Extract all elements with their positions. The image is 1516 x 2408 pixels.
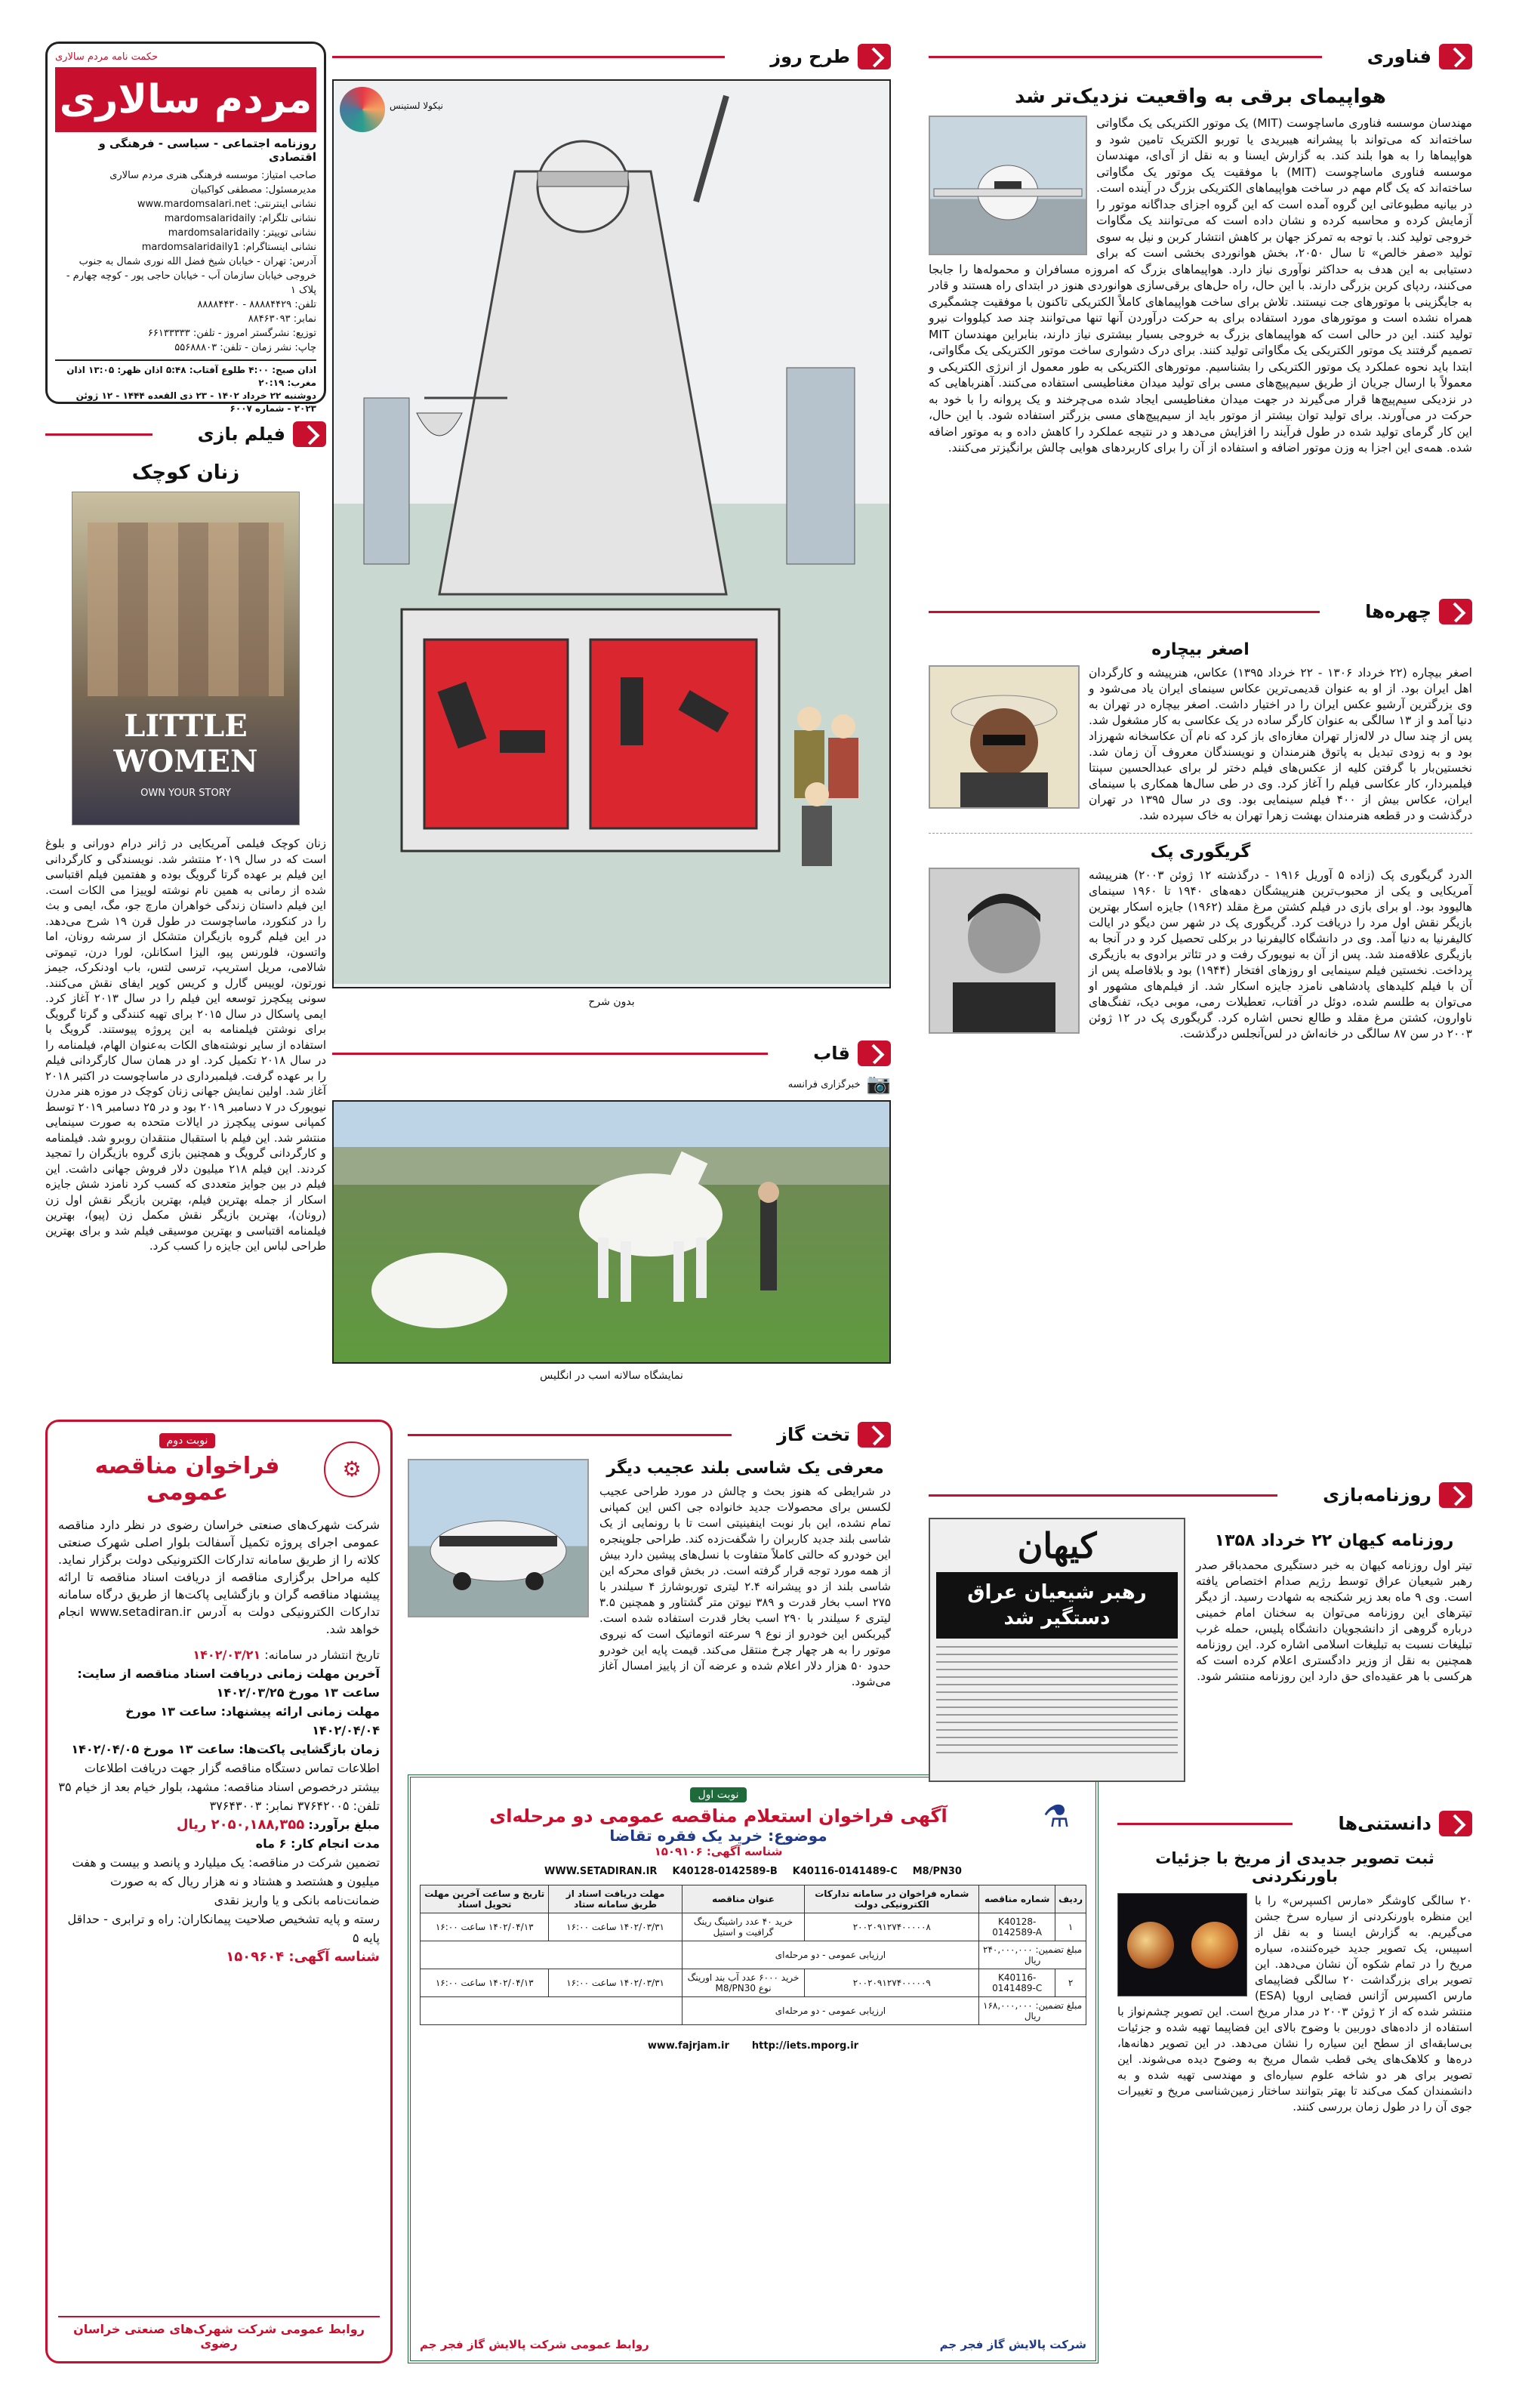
table-cell: ۱۴۰۲/۰۴/۱۳ ساعت ۱۶:۰۰	[421, 1913, 549, 1941]
clipping-headline: رهبر شیعیان عراق دستگیر شد	[936, 1572, 1178, 1639]
gas-site-fajrjam[interactable]: www.fajrjam.ir	[647, 2040, 729, 2052]
gas-tender-subtitle: موضوع: خرید یک فقره تقاضا	[609, 1827, 827, 1845]
tender-date1: ۱۴۰۲/۰۳/۲۱	[193, 1648, 261, 1662]
tender-date3: مهلت زمانی ارائه پیشنهاد: ساعت ۱۳ مورخ ۱۴۰۲/۰۴/۰۴	[125, 1704, 380, 1737]
face2-body: الدرد گریگوری پک (زاده ۵ آوریل ۱۹۱۶ - درگذشته ۱۲ ژوئن ۲۰۰۳) هنرپیشه آمریکایی و یکی از محبوب‌ترین هنرپیشگان دهه‌های ۱۹۴۰ تا ۱۹۶۰ سینمای هالیوود بود. او برای بازی در فیلم کشتن مرغ مقلد (۱۹۶۲) جایزه اسکار بهترین بازیگر نقش اول مرد را دریافت کرد. گریگوری پک در شهر سن دیگو در ایالت کالیفرنیا به دنیا آمد. وی در دانشگاه کالیفرنیا در برکلی تحصیل کرد و در آنجا به بازیگری علاقه‌مند شد. پس از آن به نیویورک رفت و در تئاتر برادوی به بازیگری پرداخت. نخستین فیلم سینمایی او روزهای افتخار (۱۹۴۴) بود و بلافاصله پس از آن با فیلم کلیدهای پادشاهی نامزد جایزه اسکار شد. از فیلم‌های مشهور او می‌توان به طلسم شده، دوئل در آفتاب، تعطیلات رمی، موبی دیک، تفنگ‌های ناوارون، کشتن مرغ مقلد و طالع نحس اشاره کرد. گریگوری پک در ۱۲ ژوئن ۲۰۰۳ در سن ۸۷ سالگی در خانه‌اش در لس‌آنجلس درگذشت.	[1089, 868, 1473, 1041]
section-divider	[45, 433, 153, 436]
takhtegaz-section-header	[408, 1420, 891, 1450]
table-row	[421, 1997, 1086, 2025]
poster-figures	[88, 523, 284, 696]
faces-section-header	[929, 597, 1472, 627]
tender-registry: رسته و پایه تشخیص صلاحیت پیمانکاران: راه و ترابری - حداقل پایه ۵	[67, 1912, 380, 1945]
masthead-tagline: روزنامه اجتماعی - سیاسی - فرهنگی و اقتصادی	[98, 137, 316, 164]
tech-section-header	[929, 42, 1472, 72]
gas-k2: K40116-0141489-C	[792, 1866, 898, 1877]
photo-section-header	[332, 1038, 891, 1068]
section-divider	[1117, 1823, 1293, 1825]
section-arrow-icon	[858, 44, 891, 69]
newspaper-section-header	[929, 1480, 1472, 1510]
photo-agency: خبرگزاری فرانسه	[787, 1078, 861, 1090]
takhtegaz-section-title: تخت گاز	[732, 1424, 858, 1445]
newspaper-body: تیتر اول روزنامه کیهان به خبر دستگیری محمدباقر صدر رهبر شیعیان عراق توسط رژیم صدام اختصاص یافته است. وی ۹ ماه بعد زیر شکنجه به شهادت رسید. از دیگر تیترهای این روزنامه می‌توان به سخنان امام خمینی درباره گروهی از دانشجویان دانشگاه پلیس، حمله غرب تبلیغات نسبت به تبلیغات اسلامی اشاره کرد. این روزنامه همچنین به نقل از وزیر دادگستری اعلام کرده است که هرکسی با هر عقیده‌ای حق دارد این روزنامه منتشر شود.	[1196, 1559, 1472, 1683]
table-cell: ۲۰۰۲۰۹۱۲۷۴۰۰۰۰۰۹	[805, 1969, 979, 1997]
factory-icon: ⚙	[324, 1441, 380, 1497]
tender-amount-label: مبلغ برآورد:	[308, 1818, 380, 1832]
section-arrow-icon	[1439, 1482, 1472, 1508]
gas-m8: M8/PN30	[912, 1866, 962, 1877]
newspaper-title: روزنامه کیهان ۲۲ خرداد ۱۳۵۸	[1214, 1531, 1454, 1550]
table-cell: ۱۴۰۲/۰۳/۳۱ ساعت ۱۶:۰۰	[549, 1969, 682, 1997]
face1-body: اصغر بیچاره (۲۲ خرداد ۱۳۰۶ - ۲۲ خرداد ۱۳۹۵) عکاس، هنرپیشه و کارگردان اهل ایران بود. از او به عنوان قدیمی‌ترین عکاس سینمای ایران یاد می‌شود و وی بزرگترین آرشیو عکس ایران را در اختیار داشت. اصغر بیچاره در تهران به دنیا آمد و از ۱۳ سالگی به عنوان کارگر ساده در یک عکاسی به کار مشغول شد. پس از چند سال در لاله‌زار تهران مغازه‌ای باز کرد که نام آن عکاسخانه شهرزاد بود و به زودی تبدیل به پاتوق هنرمندان و نویسندگان معروف آن زمان شد. نخستین‌بار با گرفتن کلیه از عکس‌های فیلم دختر لر برای عبدالحسین سپنتا فیلمبردار، کار عکاسی فیلم را آغاز کرد. وی در طی سال‌ها همکاری با سینمای ایران، عکاس بیش از ۴۰۰ فیلم سینمایی بود. وی در سال ۱۳۹۵ در تهران درگذشت و در قطعه هنرمندان بهشت زهرا تهران به خاک سپرده شد.	[1089, 666, 1472, 822]
face2-title: گریگوری پک	[1150, 843, 1251, 862]
table-cell: ارزیابی عمومی - دو مرحله‌ای	[682, 1997, 978, 2025]
clipping-text-lines	[936, 1646, 1178, 1759]
gas-site-setad[interactable]: WWW.SETADIRAN.IR	[544, 1866, 658, 1877]
table-cell: ۲	[1055, 1969, 1086, 1997]
tech-section-title: فناوری	[1322, 46, 1439, 67]
film-section	[45, 419, 326, 1393]
masthead-distribution: توزیع: نشرگستر امروز - تلفن: ۶۶۱۳۳۳۳۳	[147, 328, 316, 339]
table-cell: ۱۴۰۲/۰۳/۳۱ ساعت ۱۶:۰۰	[549, 1913, 682, 1941]
masthead-director: مدیرمسئول: مصطفی کواکبیان	[190, 184, 316, 196]
tender-title: فراخوان مناقصه عمومی	[94, 1453, 280, 1506]
masthead-print: چاپ: نشر زمان - تلفن: ۵۵۶۸۸۸۰۳	[174, 342, 316, 353]
table-cell: K40128-0142589-A	[979, 1913, 1055, 1941]
tender-intro: شرکت شهرک‌های صنعتی خراسان رضوی در نظر دارد مناقصه عمومی اجرای پروژه تکمیل آسفالت بلوار اصلی شهرک صنعتی کلاته را از طریق سامانه تدارکات الکترونیکی دولت برگزار نماید. کلیه مراحل برگزاری مناقصه از دریافت اسناد مناقصه تا ارائه پیشنهاد مناقصه گران و بازگشایی پاکت‌ها از طریق درگاه سامانه تدارکات الکترونیکی دولت به آدرس www.setadiran.ir انجام خواهد شد.	[58, 1518, 381, 1636]
section-divider	[929, 56, 1322, 58]
face1-portrait	[929, 665, 1080, 809]
table-header: عنوان مناقصه	[682, 1885, 805, 1913]
table-cell: ارزیابی عمومی - دو مرحله‌ای	[682, 1941, 978, 1969]
horse-drawing	[334, 1102, 889, 1359]
film-body: زنان کوچک فیلمی آمریکایی در ژانر درام دورانی و بلوغ است که در سال ۲۰۱۹ منتشر شد. نویسندگی و کارگردانی این فیلم بر عهده گرتا گرویگ بوده و هفتمین فیلم اقتباسی شده از رمانی به همین نام نوشته لوییزا می الکات است. این فیلم داستان زندگی خواهران مارچ جو، مگ، ایمی و بث را در کنکورد، ماساچوست در طول قرن ۱۹ شرح می‌دهد. در این فیلم گروه بازیگران متشکل از سرشه رونان، اما واتسون، فلورنس پیو، الیزا اسکانلن، لورا درن، تیموتی شالامی، مریل استریپ، ترسی لتس، باب اودنکرک، جیمز نورتون، لوییس گارل و کریس کوپر ایفای نقش می‌کنند. سونی پیکچرز توسعه این فیلم را در سال ۲۰۱۳ آغاز کرد. ایمی پاسکال در سال ۲۰۱۵ برای تهیه کنندگی و گرتا گرویگ برای نوشتن فیلمنامه به این پروژه پیوستند. گرویگ با استفاده از سایر نوشته‌های الکات به‌عنوان الهام، فیلمنامه را در سال ۲۰۱۸ تکمیل کرد. او در همان سال کارگردانی فیلم را بر عهده گرفت. فیلمبرداری در ماساچوست در اکتبر ۲۰۱۸ آغاز شد. اولین نمایش جهانی زنان کوچک در موزه هنر مدرن نیویورک در ۷ دسامبر ۲۰۱۹ بود و در ۲۵ دسامبر ۲۰۱۹ توسط کمپانی سونی پیکچرز در ایالات متحده به صورت سینمایی منتشر شد. این فیلم با استقبال منتقدان روبرو شد. فیلمنامه و کارگردانی گرویگ و همچنین بازی گروه بازیگران را تمجید کردند. این فیلم ۲۱۸ میلیون دلار فروش جهانی داشت. این فیلم در بین جوایز متعددی که کسب کرد نامزد شش جایزه اسکار از جمله بهترین فیلم، بهترین بازیگر نقش اول زن (رونان)، بهترین بازیگر نقش مکمل زن (پیو)، بهترین فیلمنامه اقتباسی و بهترین موسیقی فیلم شد و برای بهترین طراحی لباس این جایزه را کسب کرد.	[45, 837, 327, 1253]
table-header: تاریخ و ساعت آخرین مهلت تحویل اسناد	[421, 1885, 549, 1913]
masthead-address: آدرس: تهران - خیابان شیخ فضل الله نوری شمال به جنوب خروجی خیابان سازمان آب - خیابان حاجی پور - کوچه چهارم - پلاک ۱	[66, 256, 316, 296]
section-arrow-icon	[293, 421, 326, 447]
cartoon-section-header	[332, 42, 891, 72]
photo-section	[332, 1038, 891, 1393]
section-divider	[332, 56, 725, 58]
aircraft-drawing	[930, 117, 1086, 254]
mars-planet-1	[1191, 1922, 1238, 1969]
portrait-drawing	[930, 667, 1078, 807]
takhtegaz-body: در شرایطی که هنوز بحث و چالش در مورد طراحی عجیب لکسس برای محصولات جدید خانواده جی اکس این کمپانی تمام نشده، این بار نوبت اینفینیتی است تا با رونمایی از یک شاسی بلند جدید کاربران را شگفت‌زده کند. طراحی جلوپنجره این خودرو که حالتی کاملاً متفاوت با نسل‌های پیشین دارد بیش از همه مورد توجه قرار گرفته است. در بخش قوای محرکه این شاسی بلند از دو پیشرانه ۲.۴ لیتری توربوشارژ ۴ سیلندر با ۲۷۵ اسب بخار قدرت و ۳۸۹ نیوتن متر گشتاور و همچنین ۳.۵ لیتری ۶ سیلندر با ۲۹۰ اسب بخار قدرت استفاده شده است. گیربکس این خودرو از نوع ۹ سرعته اتوماتیک است که نیروی موتور را به هر چهار چرخ منتقل می‌کند. قیمت پایه این خودرو حدود ۵۰ هزار دلار اعلام شده و عرضه آن از پاییز امسال آغاز می‌شود.	[599, 1485, 891, 1688]
tender-duration: مدت انجام کار: ۶ ماه	[255, 1836, 380, 1851]
masthead-prayer-times: اذان صبح: ۴:۰۰ طلوع آفتاب: ۵:۴۸ اذان ظهر: ۱۳:۰۵ اذان مغرب: ۲۰:۱۹	[66, 365, 316, 388]
gas-tender-table	[420, 1885, 1086, 2025]
takhtegaz-section	[408, 1420, 891, 1767]
masthead-website-2[interactable]: نشانی تلگرام: mardomsalaridaily	[164, 213, 316, 224]
section-arrow-icon	[1439, 1811, 1472, 1836]
newspaper-clipping	[929, 1518, 1185, 1782]
cartoon-section-title: طرح روز	[725, 46, 858, 67]
section-arrow-icon	[858, 1041, 891, 1066]
justice-statue-drawing	[334, 81, 889, 984]
section-divider	[929, 1494, 1277, 1497]
table-header: شماره فراخوان در سامانه تدارکات الکترونیکی دولت	[805, 1885, 979, 1913]
film-section-header	[45, 419, 326, 449]
table-header: شماره مناقصه	[979, 1885, 1055, 1913]
tender-guarantee: تضمین شرکت در مناقصه: یک میلیارد و پانصد و بیست و هفت میلیون و هشتصد و هشتاد و نه هزار ریال که به صورت ضمانت‌نامه بانکی و یا واریز نقدی	[72, 1855, 380, 1907]
mars-planet-2	[1127, 1922, 1174, 1969]
faces-section-title: چهره‌ها	[1320, 601, 1439, 622]
table-cell: مبلغ تضمین: ۱۶۸,۰۰۰,۰۰۰ ریال	[979, 1997, 1086, 2025]
gas-tender-code: شناسه آگهی: ۱۵۰۹۱۰۶	[654, 1845, 783, 1858]
takhtegaz-title: معرفی یک شاسی بلند عجیب دیگر	[606, 1459, 884, 1478]
masthead-website-1[interactable]: نشانی اینترنتی: www.mardomsalari.net	[137, 199, 316, 210]
camera-icon: 📷	[866, 1073, 891, 1096]
tender-contact: اطلاعات تماس دستگاه مناقصه گزار جهت دریافت اطلاعات بیشتر درخصوص اسناد مناقصه: مشهد، بلوار خیام بعد از خیام ۳۵ تلفن: ۳۷۶۴۲۰۰۵ نمابر: ۳۷۶۴۳۰۰۳	[58, 1761, 380, 1813]
section-arrow-icon	[1439, 599, 1472, 624]
table-cell: K40116-0141489-C	[979, 1969, 1055, 1997]
table-cell: ۱	[1055, 1913, 1086, 1941]
clipping-name: کیهان	[1017, 1525, 1097, 1566]
gas-k1: K40128-0142589-B	[672, 1866, 778, 1877]
cartoon-artist: نیکولا لستینس	[390, 100, 443, 111]
film-title: زنان کوچک	[131, 461, 240, 484]
tender-date2: آخرین مهلت زمانی دریافت اسناد مناقصه از سایت: ساعت ۱۳ مورخ ۱۴۰۲/۰۳/۲۵	[77, 1666, 380, 1700]
table-row	[421, 1969, 1086, 1997]
vehicle-drawing	[409, 1460, 587, 1616]
tender-date1-label: تاریخ انتشار در سامانه:	[264, 1648, 380, 1662]
section-divider	[929, 611, 1320, 613]
suv-photo	[408, 1459, 589, 1617]
science-body: ۲۰ سالگی کاوشگر «مارس اکسپرس» را با این منظره باورنکردنی از سیاره سرخ جشن می‌گیریم. به گزارش ایسنا و به نقل از اسپیس، یک تصویر جدید خیره‌کننده، سیاره مریخ را در تمام شکوه آن نشان می‌دهد. این تصویر برای بزرگداشت ۲۰ سالگی فضاپیمای مارس اکسپرس آژانس فضایی اروپا (ESA) منتشر شده که از ۲ ژوئن ۲۰۰۳ در مدار مریخ است. این تصویر چشم‌نواز با استفاده از داده‌های دوربین با وضوح بالای این فضاپیما تهیه شده و جزئیات بی‌سابقه‌ای از سطح این سیاره را نشان می‌دهد. در این تصویر دهانه‌ها، دره‌ها و کلاهک‌های یخی قطب شمال مریخ به وضوح دیده می‌شوند. این تصویر برای هر دو شاخه علوم سیاره‌ای و مهندسی تهیه شده و به دانشمندان کمک می‌کند تا بهتر بتوانند ساختار زمین‌شناسی مریخ و تغییرات جوی آن را در طول زمان بررسی کنند.	[1117, 1894, 1473, 2114]
gas-tender-badge: نوبت اول	[690, 1787, 746, 1802]
oil-company-logo-icon: ⚗	[1043, 1799, 1070, 1834]
masthead-date: دوشنبه ۲۲ خرداد ۱۴۰۲ - ۲۳ ذی القعده ۱۴۴۴ - ۱۲ ژوئن ۲۰۲۳ - شماره ۶۰۰۷	[75, 390, 316, 414]
faces-section	[929, 597, 1472, 1450]
science-title: ثبت تصویر جدیدی از مریخ با جزئیات باورنکردنی	[1155, 1849, 1434, 1885]
section-arrow-icon	[1439, 44, 1472, 69]
table-header: مهلت دریافت اسناد از طریق سامانه ستاد	[549, 1885, 682, 1913]
tech-body: مهندسان موسسه فناوری ماساچوست (MIT) یک موتور الکتریکی یک مگاواتی ساخته‌اند که می‌تواند با پیشرانه هیبریدی یا توربو الکتریک تامین شود و هواپیماها را به هوا بلند کند. به گزارش ایسنا و به نقل از آی‌ای، مهندسان موسسه فناوری ماساچوست (MIT) با موفقیت یک موتور یک مگاواتی ساخته‌اند که یک گام مهم در ساخت هواپیماهای الکتریکی بزرگ در آینده است. در بیانیه مطبوعاتی این گروه آمده است که این گروه اجزای جداگانه موتور را آزمایش کرده و محاسبه کرده و نشان داده است که می‌توانند یک مگاوات خروجی تولید کند. با توجه به تمرکز جهان بر کاهش انتشار کربن و نیل به سوی تولید «صفر خالص» تا سال ۲۰۵۰، بخش هوانوردی بخشی است که برای دستیابی به این هدف به حداکثر نوآوری نیاز دارد. هواپیماهای بزرگ که امروزه مسافران و محموله‌ها را جابجا می‌کنند، ردپای کربن بزرگی دارند. با این حال، راه حل‌های برقی‌سازی هوانوردی هنوز در ابتدای راه هستند و قادر به جایگزینی با موتورهای جت نیستند. تلاش برای ساخت هواپیماهای کاملاً الکتریکی تاکنون با موفقیت چشمگیری همراه نشده است و موتورهای مورد استفاده برای به حرکت درآوردن آنها تنها می‌توانند چند صد کیلووات نیرو تولید کنند. این در حالی است که هواپیماهای بزرگ به خروجی بسیار بیشتری نیاز دارند، بنابراین مهندسان MIT تصمیم گرفتند یک موتور الکتریکی یک مگاواتی تولید کنند. برای درک دشواری ساخت موتور الکتریکی یک مگاواتی، ابتدا باید نحوه عملکرد یک موتور الکتریکی را بشناسیم. موتورهای الکتریکی به طور معمول از انرژی الکتریکی و معمولاً با ارسال جریان از طریق سیم‌پیچ‌های مسی برای تولید میدان مغناطیسی استفاده می‌کنند. آهنرباهایی که در نزدیکی سیم‌پیچ‌ها قرار می‌گیرند در جهت میدان مغناطیسی ایجاد شده می‌چرخند و یک پروانه را با خود به حرکت در می‌آورند. برای تولید توان بیشتر از موتور باید از سیم‌پیچ‌های مسی بزرگتر استفاده شود. با این حال، این کار گرمای تولید شده در طول فرآیند را افزایش می‌دهد و در نتیجه عملکرد را کاهش داده و به موتور اضافه شده. همه‌ی این اجزا به وزن موتور اضافه و استفاده از آن را برای کاربردهای هوایی چالش برانگیزتر می‌کنند.	[929, 116, 1472, 455]
gas-site-iets[interactable]: http://iets.mporg.ir	[751, 2040, 859, 2052]
tender-date4: زمان بازگشایی پاکت‌ها: ساعت ۱۳ مورخ ۱۴۰۲/۰۴/۰۵	[71, 1742, 380, 1756]
gas-org: شرکت پالایش گاز فجر جم	[939, 2338, 1086, 2351]
masthead-logo-block	[55, 67, 316, 132]
tender-ad	[45, 1420, 393, 2363]
newspaper-section-title: روزنامه‌بازی	[1277, 1485, 1439, 1506]
table-cell: ۱۴۰۲/۰۴/۱۳ ساعت ۱۶:۰۰	[421, 1969, 549, 1997]
masthead-slogan: حکمت نامه مردم سالاری	[55, 51, 159, 63]
section-divider	[408, 1434, 732, 1436]
masthead-phone: تلفن: ۸۸۸۸۴۴۲۹ - ۸۸۸۸۴۴۳۰	[197, 299, 316, 310]
newspaper-section	[929, 1480, 1472, 1797]
face1-title: اصغر بیچاره	[1151, 640, 1249, 659]
cartoon-section	[332, 42, 891, 1023]
masthead-website-4[interactable]: نشانی اینستاگرام: mardomsalaridaily1	[141, 242, 316, 253]
table-cell: مبلغ تضمین: ۲۴۰,۰۰۰,۰۰۰ ریال	[979, 1941, 1086, 1969]
science-section-header	[1117, 1808, 1472, 1839]
film-poster	[72, 492, 300, 825]
masthead-fax: نمابر: ۸۸۴۶۳۰۹۳	[248, 313, 316, 325]
photo-section-title: قاب	[768, 1043, 858, 1064]
masthead-owner: صاحب امتیاز: موسسه فرهنگی هنری مردم سالاری	[109, 170, 316, 181]
tech-section	[929, 42, 1472, 585]
aircraft-photo	[929, 116, 1087, 255]
table-cell: خرید ۴۰ عدد راشینگ رینگ گرافیت و استیل	[682, 1913, 805, 1941]
portrait-drawing	[930, 869, 1078, 1032]
tech-title: هواپیمای برقی به واقعیت نزدیک‌تر شد	[1015, 85, 1386, 108]
cartoon-caption: بدون شرح	[588, 996, 635, 1008]
table-row	[421, 1913, 1086, 1941]
masthead-logo: مردم سالاری	[59, 77, 313, 122]
mars-photo	[1117, 1893, 1247, 1996]
table-cell	[421, 1997, 683, 2025]
horse-photo	[332, 1100, 891, 1364]
tender-badge: نوبت دوم	[159, 1433, 216, 1448]
section-divider	[332, 1053, 768, 1055]
gas-tender-ad	[408, 1774, 1098, 2363]
tender-amount: ۲۰۵۰,۱۸۸,۳۵۵ ریال	[176, 1817, 305, 1833]
table-cell	[421, 1941, 683, 1969]
poster-subtitle: OWN YOUR STORY	[140, 788, 231, 799]
gas-tender-title: آگهی فراخوان استعلام مناقصه عمومی دو مرحله‌ای	[489, 1805, 948, 1827]
tender-footer: روابط عمومی شرکت شهرک‌های صنعتی خراسان رضوی	[58, 2316, 380, 2351]
film-section-title: فیلم بازی	[153, 424, 293, 445]
science-section-title: دانستنی‌ها	[1293, 1813, 1439, 1834]
poster-title: LITTLE WOMEN	[113, 708, 258, 779]
table-cell: خرید ۶۰۰۰ عدد آب بند اورینگ نوع M8/PN30	[682, 1969, 805, 1997]
table-row	[421, 1941, 1086, 1969]
photo-caption: نمایشگاه سالانه اسب در انگلیس	[540, 1370, 683, 1382]
gas-footer: روابط عمومی شرکت پالایش گاز فجر جم	[420, 2338, 649, 2351]
tender-code: شناسه آگهی: ۱۵۰۹۶۰۴	[226, 1949, 380, 1965]
cartoon-image	[332, 79, 891, 988]
table-cell: ۲۰۰۲۰۹۱۲۷۴۰۰۰۰۰۸	[805, 1913, 979, 1941]
science-section	[1117, 1808, 1472, 2363]
face2-portrait	[929, 868, 1080, 1034]
table-header: ردیف	[1055, 1885, 1086, 1913]
masthead	[45, 42, 326, 414]
section-arrow-icon	[858, 1422, 891, 1448]
masthead-website-3[interactable]: نشانی توییتر: mardomsalaridaily	[168, 227, 316, 239]
